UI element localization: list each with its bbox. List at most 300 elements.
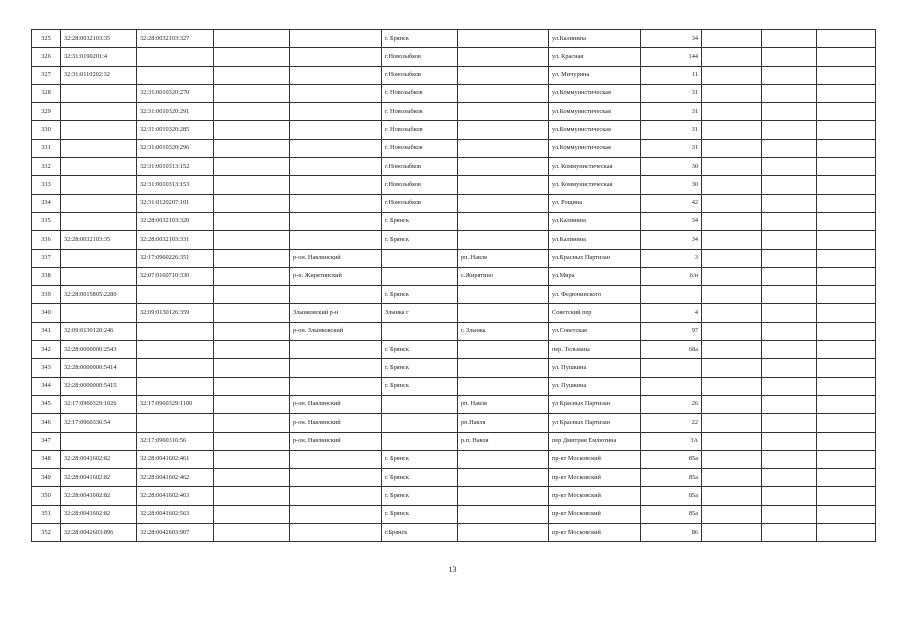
row-number-cell: 337: [32, 249, 61, 267]
table-row: [32, 469, 876, 487]
district-cell: [290, 194, 382, 212]
empty-cell: [817, 158, 876, 176]
street-cell: пр-кт Московский: [549, 505, 641, 523]
empty-cell: [214, 48, 290, 66]
empty-cell: [702, 414, 762, 432]
settlement-cell: г.Новозыбков: [382, 194, 458, 212]
empty-cell: [702, 432, 762, 450]
empty-cell: [762, 66, 817, 84]
empty-cell: [214, 341, 290, 359]
street-cell: пр-кт Московский: [549, 524, 641, 542]
empty-cell: [702, 469, 762, 487]
object-cadastral-number-cell: 32:31:0010320:270: [137, 84, 214, 102]
table-row: [32, 48, 876, 66]
cadastral-number-cell: 32:28:0042603:896: [61, 524, 137, 542]
table-row: [32, 414, 876, 432]
empty-cell: [214, 267, 290, 285]
empty-cell: [762, 377, 817, 395]
object-cadastral-number-cell: 32:28:0042603:907: [137, 524, 214, 542]
empty-cell: [702, 267, 762, 285]
empty-cell: [214, 139, 290, 157]
row-number-cell: 331: [32, 139, 61, 157]
locality-cell: [458, 121, 549, 139]
table-row: [32, 487, 876, 505]
empty-cell: [817, 249, 876, 267]
row-number-cell: 339: [32, 286, 61, 304]
locality-cell: [458, 341, 549, 359]
district-cell: р-он. Навлинский: [290, 414, 382, 432]
table-row: [32, 286, 876, 304]
cadastral-number-cell: 32:17:0960329:1026: [61, 395, 137, 413]
empty-cell: [214, 487, 290, 505]
locality-cell: [458, 158, 549, 176]
empty-cell: [817, 103, 876, 121]
house-number-cell: 6/н: [641, 267, 702, 285]
row-number-cell: 332: [32, 158, 61, 176]
house-number-cell: 11: [641, 66, 702, 84]
settlement-cell: г. Новозыбков: [382, 103, 458, 121]
locality-cell: [458, 377, 549, 395]
empty-cell: [762, 414, 817, 432]
street-cell: ул. Федюнинского: [549, 286, 641, 304]
settlement-cell: г. Брянск: [382, 30, 458, 48]
empty-cell: [762, 103, 817, 121]
cadastral-number-cell: 32:28:0000000:5414: [61, 359, 137, 377]
locality-cell: [458, 231, 549, 249]
empty-cell: [762, 194, 817, 212]
row-number-cell: 347: [32, 432, 61, 450]
house-number-cell: 31: [641, 103, 702, 121]
empty-cell: [702, 322, 762, 340]
cadastral-number-cell: 32:28:0000000:2543: [61, 341, 137, 359]
table-row: [32, 158, 876, 176]
settlement-cell: г. Новозыбков: [382, 121, 458, 139]
cadastral-number-cell: 32:31:0190201:4: [61, 48, 137, 66]
house-number-cell: 85а: [641, 487, 702, 505]
locality-cell: [458, 30, 549, 48]
district-cell: [290, 158, 382, 176]
row-number-cell: 338: [32, 267, 61, 285]
row-number-cell: 333: [32, 176, 61, 194]
cadastral-number-cell: [61, 103, 137, 121]
cadastral-number-cell: 32:28:0032103:35: [61, 30, 137, 48]
settlement-cell: [382, 432, 458, 450]
empty-cell: [214, 84, 290, 102]
table-row: [32, 176, 876, 194]
object-cadastral-number-cell: 32:31:0120207:101: [137, 194, 214, 212]
street-cell: ул.Коммунистическая: [549, 121, 641, 139]
empty-cell: [214, 377, 290, 395]
district-cell: [290, 176, 382, 194]
object-cadastral-number-cell: [137, 48, 214, 66]
empty-cell: [214, 322, 290, 340]
empty-cell: [702, 30, 762, 48]
locality-cell: [458, 194, 549, 212]
empty-cell: [214, 414, 290, 432]
empty-cell: [214, 121, 290, 139]
object-cadastral-number-cell: [137, 322, 214, 340]
street-cell: пр-кт Московский: [549, 450, 641, 468]
cadastral-number-cell: [61, 212, 137, 230]
table-body: [32, 30, 876, 542]
row-number-cell: 348: [32, 450, 61, 468]
locality-cell: [458, 286, 549, 304]
object-cadastral-number-cell: 32:28:0041602:563: [137, 505, 214, 523]
empty-cell: [762, 231, 817, 249]
empty-cell: [702, 487, 762, 505]
empty-cell: [762, 84, 817, 102]
house-number-cell: 31: [641, 121, 702, 139]
table-row: [32, 432, 876, 450]
table-row: [32, 121, 876, 139]
empty-cell: [762, 487, 817, 505]
empty-cell: [214, 103, 290, 121]
row-number-cell: 345: [32, 395, 61, 413]
object-cadastral-number-cell: 32:17:0960316:56: [137, 432, 214, 450]
empty-cell: [702, 249, 762, 267]
district-cell: [290, 212, 382, 230]
house-number-cell: 85а: [641, 450, 702, 468]
locality-cell: с.Жирятино: [458, 267, 549, 285]
cadastral-number-cell: [61, 139, 137, 157]
empty-cell: [817, 322, 876, 340]
district-cell: [290, 103, 382, 121]
house-number-cell: 31: [641, 84, 702, 102]
object-cadastral-number-cell: [137, 66, 214, 84]
house-number-cell: 26: [641, 395, 702, 413]
cadastral-number-cell: [61, 158, 137, 176]
house-number-cell: [641, 377, 702, 395]
empty-cell: [214, 304, 290, 322]
table-row: [32, 30, 876, 48]
table-row: [32, 359, 876, 377]
empty-cell: [214, 359, 290, 377]
object-cadastral-number-cell: [137, 341, 214, 359]
empty-cell: [702, 139, 762, 157]
district-cell: [290, 139, 382, 157]
empty-cell: [762, 322, 817, 340]
district-cell: [290, 30, 382, 48]
street-cell: пер. Тельмана: [549, 341, 641, 359]
settlement-cell: г. Брянск: [382, 505, 458, 523]
locality-cell: [458, 84, 549, 102]
house-number-cell: 4: [641, 304, 702, 322]
object-cadastral-number-cell: [137, 286, 214, 304]
house-number-cell: 3А: [641, 432, 702, 450]
empty-cell: [762, 158, 817, 176]
district-cell: [290, 66, 382, 84]
locality-cell: [458, 139, 549, 157]
empty-cell: [214, 469, 290, 487]
district-cell: [290, 505, 382, 523]
empty-cell: [817, 84, 876, 102]
district-cell: [290, 359, 382, 377]
table-row: [32, 450, 876, 468]
locality-cell: [458, 524, 549, 542]
street-cell: ул Красных Партизан: [549, 395, 641, 413]
street-cell: ул. Коммунистическая: [549, 176, 641, 194]
settlement-cell: г. Брянск: [382, 469, 458, 487]
table-row: [32, 212, 876, 230]
object-cadastral-number-cell: 32:31:0010320:296: [137, 139, 214, 157]
house-number-cell: 30: [641, 176, 702, 194]
empty-cell: [702, 84, 762, 102]
house-number-cell: 68а: [641, 341, 702, 359]
cadastral-number-cell: [61, 84, 137, 102]
row-number-cell: 343: [32, 359, 61, 377]
table-row: [32, 377, 876, 395]
empty-cell: [762, 395, 817, 413]
empty-cell: [762, 450, 817, 468]
table-row: [32, 395, 876, 413]
empty-cell: [817, 341, 876, 359]
object-cadastral-number-cell: 32:09:0130126:359: [137, 304, 214, 322]
empty-cell: [702, 505, 762, 523]
empty-cell: [214, 194, 290, 212]
street-cell: ул.Коммунистическая: [549, 139, 641, 157]
object-cadastral-number-cell: [137, 377, 214, 395]
empty-cell: [214, 212, 290, 230]
object-cadastral-number-cell: 32:17:0960329:1100: [137, 395, 214, 413]
row-number-cell: 346: [32, 414, 61, 432]
empty-cell: [214, 30, 290, 48]
empty-cell: [817, 432, 876, 450]
locality-cell: [458, 212, 549, 230]
empty-cell: [762, 139, 817, 157]
cadastral-number-cell: 32:28:0041602:82: [61, 450, 137, 468]
object-cadastral-number-cell: [137, 414, 214, 432]
street-cell: ул.Коммунистическая: [549, 84, 641, 102]
empty-cell: [762, 176, 817, 194]
district-cell: р-он. Навлинский: [290, 432, 382, 450]
district-cell: [290, 524, 382, 542]
street-cell: пр-кт Московский: [549, 469, 641, 487]
settlement-cell: г. Новозыбков: [382, 84, 458, 102]
cadastral-number-cell: [61, 194, 137, 212]
row-number-cell: 326: [32, 48, 61, 66]
object-cadastral-number-cell: 32:28:0032103:327: [137, 30, 214, 48]
house-number-cell: 3: [641, 249, 702, 267]
empty-cell: [762, 432, 817, 450]
locality-cell: [458, 469, 549, 487]
empty-cell: [762, 469, 817, 487]
street-cell: ул.Мира: [549, 267, 641, 285]
house-number-cell: 85а: [641, 505, 702, 523]
locality-cell: [458, 359, 549, 377]
cadastral-number-cell: 32:17:0960336:54: [61, 414, 137, 432]
empty-cell: [702, 377, 762, 395]
table-row: [32, 249, 876, 267]
cadastral-number-cell: 32:09:0130120:246: [61, 322, 137, 340]
empty-cell: [702, 103, 762, 121]
cadastral-number-cell: 32:28:0041602:82: [61, 469, 137, 487]
empty-cell: [817, 176, 876, 194]
district-cell: [290, 487, 382, 505]
empty-cell: [702, 341, 762, 359]
empty-cell: [817, 450, 876, 468]
row-number-cell: 328: [32, 84, 61, 102]
row-number-cell: 329: [32, 103, 61, 121]
district-cell: [290, 450, 382, 468]
empty-cell: [214, 505, 290, 523]
empty-cell: [702, 158, 762, 176]
settlement-cell: г.Новозыбков: [382, 158, 458, 176]
district-cell: [290, 286, 382, 304]
street-cell: ул. Пушкина: [549, 377, 641, 395]
table-row: [32, 524, 876, 542]
empty-cell: [817, 194, 876, 212]
table-row: [32, 267, 876, 285]
cadastral-number-cell: 32:28:0015805:2280: [61, 286, 137, 304]
settlement-cell: г. Брянск: [382, 286, 458, 304]
street-cell: ул Красных Партизан: [549, 414, 641, 432]
district-cell: р-н. Жирятинский: [290, 267, 382, 285]
settlement-cell: [382, 414, 458, 432]
empty-cell: [762, 524, 817, 542]
table-row: [32, 139, 876, 157]
cadastral-number-cell: [61, 432, 137, 450]
street-cell: ул. Мичурина: [549, 66, 641, 84]
empty-cell: [702, 231, 762, 249]
street-cell: пер Дмитрия Емлютина: [549, 432, 641, 450]
table-row: [32, 194, 876, 212]
settlement-cell: г. Брянск: [382, 359, 458, 377]
empty-cell: [214, 231, 290, 249]
object-cadastral-number-cell: 32:28:0041602:461: [137, 450, 214, 468]
locality-cell: [458, 487, 549, 505]
street-cell: пр-кт Московский: [549, 487, 641, 505]
cadastral-number-cell: [61, 267, 137, 285]
settlement-cell: г. Брянск: [382, 487, 458, 505]
house-number-cell: 97: [641, 322, 702, 340]
locality-cell: г. Злынка: [458, 322, 549, 340]
cadastral-number-cell: [61, 176, 137, 194]
house-number-cell: 86: [641, 524, 702, 542]
row-number-cell: 351: [32, 505, 61, 523]
empty-cell: [702, 212, 762, 230]
settlement-cell: Злынка г: [382, 304, 458, 322]
locality-cell: рп.Навля: [458, 414, 549, 432]
settlement-cell: [382, 322, 458, 340]
empty-cell: [762, 304, 817, 322]
street-cell: ул. Пушкина: [549, 359, 641, 377]
page-number: 13: [448, 565, 457, 574]
district-cell: [290, 231, 382, 249]
settlement-cell: [382, 267, 458, 285]
district-cell: р-он. Злынковский: [290, 322, 382, 340]
empty-cell: [214, 249, 290, 267]
empty-cell: [214, 158, 290, 176]
settlement-cell: г. Новозыбков: [382, 139, 458, 157]
district-cell: [290, 377, 382, 395]
district-cell: Злынковский р-н: [290, 304, 382, 322]
street-cell: ул.Красных Партизан: [549, 249, 641, 267]
row-number-cell: 325: [32, 30, 61, 48]
settlement-cell: г. Брянск: [382, 231, 458, 249]
locality-cell: [458, 103, 549, 121]
house-number-cell: 42: [641, 194, 702, 212]
district-cell: [290, 48, 382, 66]
empty-cell: [702, 286, 762, 304]
locality-cell: рп. Навля: [458, 395, 549, 413]
empty-cell: [762, 286, 817, 304]
empty-cell: [214, 176, 290, 194]
locality-cell: [458, 48, 549, 66]
empty-cell: [817, 121, 876, 139]
district-cell: р-он. Навлинский: [290, 395, 382, 413]
street-cell: ул.Калинина: [549, 231, 641, 249]
house-number-cell: [641, 359, 702, 377]
empty-cell: [702, 121, 762, 139]
object-cadastral-number-cell: 32:31:0010313:153: [137, 176, 214, 194]
cadastral-number-cell: 32:28:0000000:5415: [61, 377, 137, 395]
empty-cell: [817, 395, 876, 413]
house-number-cell: 34: [641, 212, 702, 230]
empty-cell: [702, 48, 762, 66]
empty-cell: [702, 450, 762, 468]
cadastral-number-cell: 32:28:0041602:82: [61, 487, 137, 505]
empty-cell: [817, 377, 876, 395]
street-cell: ул.Калинина: [549, 212, 641, 230]
empty-cell: [214, 450, 290, 468]
street-cell: ул. Красная: [549, 48, 641, 66]
locality-cell: [458, 304, 549, 322]
object-cadastral-number-cell: 32:28:0032103:331: [137, 231, 214, 249]
settlement-cell: г.Новозыбков: [382, 66, 458, 84]
locality-cell: [458, 176, 549, 194]
row-number-cell: 342: [32, 341, 61, 359]
empty-cell: [762, 121, 817, 139]
empty-cell: [762, 48, 817, 66]
cadastral-number-cell: [61, 121, 137, 139]
empty-cell: [214, 66, 290, 84]
locality-cell: рп. Навля: [458, 249, 549, 267]
row-number-cell: 341: [32, 322, 61, 340]
empty-cell: [762, 505, 817, 523]
house-number-cell: 34: [641, 30, 702, 48]
empty-cell: [817, 487, 876, 505]
settlement-cell: [382, 249, 458, 267]
row-number-cell: 336: [32, 231, 61, 249]
object-cadastral-number-cell: 32:17:0960226:351: [137, 249, 214, 267]
settlement-cell: г. Брянск: [382, 450, 458, 468]
empty-cell: [817, 469, 876, 487]
object-cadastral-number-cell: 32:07:0160710:330: [137, 267, 214, 285]
empty-cell: [817, 212, 876, 230]
object-cadastral-number-cell: 32:31:0010320:291: [137, 103, 214, 121]
street-cell: ул.Калинина: [549, 30, 641, 48]
object-cadastral-number-cell: 32:31:0010320:285: [137, 121, 214, 139]
empty-cell: [817, 524, 876, 542]
cadastral-number-cell: [61, 249, 137, 267]
cadastral-number-cell: [61, 304, 137, 322]
object-cadastral-number-cell: [137, 359, 214, 377]
row-number-cell: 340: [32, 304, 61, 322]
table-row: [32, 322, 876, 340]
district-cell: р-он. Навлинский: [290, 249, 382, 267]
empty-cell: [817, 267, 876, 285]
empty-cell: [762, 212, 817, 230]
table-row: [32, 341, 876, 359]
cadastral-number-cell: 32:31:0110202:32: [61, 66, 137, 84]
empty-cell: [702, 176, 762, 194]
empty-cell: [817, 139, 876, 157]
object-cadastral-number-cell: 32:31:0010313:152: [137, 158, 214, 176]
settlement-cell: г.Новозыбков: [382, 48, 458, 66]
row-number-cell: 334: [32, 194, 61, 212]
table-row: [32, 66, 876, 84]
house-number-cell: 22: [641, 414, 702, 432]
